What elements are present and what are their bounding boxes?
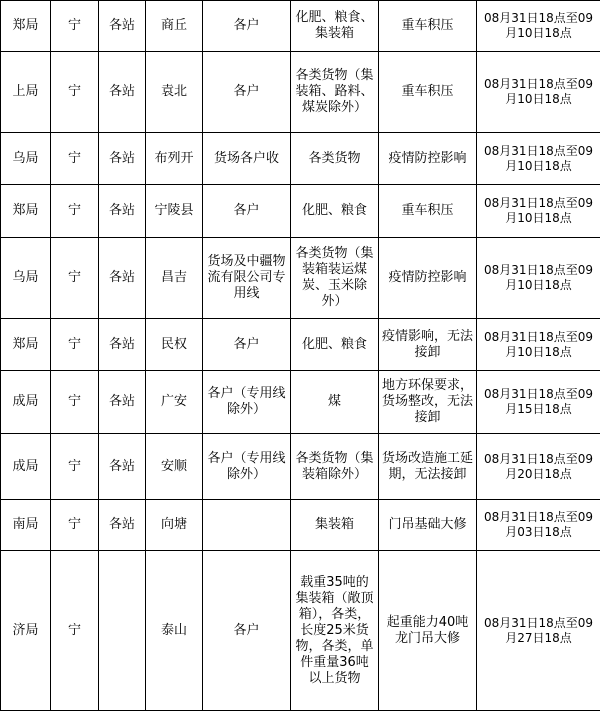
bureau-cell: 郑局 xyxy=(1,319,51,371)
province-cell: 宁 xyxy=(51,371,99,434)
location-cell: 布列开 xyxy=(146,133,203,185)
period-cell: 08月31日18点至09月10日18点 xyxy=(477,133,600,185)
consignee-cell: 各户 xyxy=(203,319,291,371)
goods-cell: 载重35吨的集装箱（敞顶箱），各类，长度25米货物，各类，单件重量36吨以上货物 xyxy=(291,551,379,711)
consignee-cell: 各户 xyxy=(203,551,291,711)
period-cell: 08月31日18点至09月10日18点 xyxy=(477,185,600,238)
province-cell: 宁 xyxy=(51,434,99,500)
station-cell: 各站 xyxy=(99,52,146,133)
location-cell: 向塘 xyxy=(146,500,203,551)
station-cell: 各站 xyxy=(99,319,146,371)
table-row xyxy=(1,371,600,434)
table-row xyxy=(1,1,600,52)
bureau-cell: 郑局 xyxy=(1,1,51,52)
bureau-cell: 成局 xyxy=(1,434,51,500)
table-row xyxy=(1,500,600,551)
location-cell: 泰山 xyxy=(146,551,203,711)
reason-cell: 重车积压 xyxy=(379,52,477,133)
bureau-cell: 济局 xyxy=(1,551,51,711)
goods-cell: 化肥、粮食、集装箱 xyxy=(291,1,379,52)
consignee-cell: 各户 xyxy=(203,52,291,133)
bureau-cell: 南局 xyxy=(1,500,51,551)
station-cell: 各站 xyxy=(99,133,146,185)
goods-cell: 集装箱 xyxy=(291,500,379,551)
period-cell: 08月31日18点至09月15日18点 xyxy=(477,371,600,434)
station-cell: 各站 xyxy=(99,185,146,238)
reason-cell: 疫情防控影响 xyxy=(379,133,477,185)
location-cell: 昌吉 xyxy=(146,238,203,319)
location-cell: 宁陵县 xyxy=(146,185,203,238)
reason-cell: 货场改造施工延期，无法接卸 xyxy=(379,434,477,500)
period-cell: 08月31日18点至09月10日18点 xyxy=(477,238,600,319)
location-cell: 民权 xyxy=(146,319,203,371)
table-row xyxy=(1,133,600,185)
reason-cell: 门吊基础大修 xyxy=(379,500,477,551)
province-cell: 宁 xyxy=(51,319,99,371)
reason-cell: 疫情防控影响 xyxy=(379,238,477,319)
province-cell: 宁 xyxy=(51,551,99,711)
province-cell: 宁 xyxy=(51,185,99,238)
location-cell: 广安 xyxy=(146,371,203,434)
location-cell: 安顺 xyxy=(146,434,203,500)
consignee-cell: 货场及中疆物流有限公司专用线 xyxy=(203,238,291,319)
table-row xyxy=(1,238,600,319)
table-row xyxy=(1,434,600,500)
bureau-cell: 郑局 xyxy=(1,185,51,238)
period-cell: 08月31日18点至09月20日18点 xyxy=(477,434,600,500)
table-row xyxy=(1,185,600,238)
goods-cell: 各类货物 xyxy=(291,133,379,185)
reason-cell: 疫情影响，无法接卸 xyxy=(379,319,477,371)
province-cell: 宁 xyxy=(51,1,99,52)
province-cell: 宁 xyxy=(51,133,99,185)
consignee-cell xyxy=(203,500,291,551)
location-cell: 袁北 xyxy=(146,52,203,133)
goods-cell: 化肥、粮食 xyxy=(291,185,379,238)
consignee-cell: 各户（专用线除外） xyxy=(203,371,291,434)
bureau-cell: 乌局 xyxy=(1,238,51,319)
bureau-cell: 乌局 xyxy=(1,133,51,185)
table-row xyxy=(1,52,600,133)
province-cell: 宁 xyxy=(51,238,99,319)
goods-cell: 各类货物（集装箱装运煤炭、玉米除外） xyxy=(291,238,379,319)
period-cell: 08月31日18点至09月10日18点 xyxy=(477,319,600,371)
table-row xyxy=(1,551,600,711)
station-cell xyxy=(99,551,146,711)
station-cell: 各站 xyxy=(99,1,146,52)
station-cell: 各站 xyxy=(99,434,146,500)
consignee-cell: 各户（专用线除外） xyxy=(203,434,291,500)
period-cell: 08月31日18点至09月27日18点 xyxy=(477,551,600,711)
period-cell: 08月31日18点至09月10日18点 xyxy=(477,52,600,133)
goods-cell: 煤 xyxy=(291,371,379,434)
bureau-cell: 上局 xyxy=(1,52,51,133)
period-cell: 08月31日18点至09月03日18点 xyxy=(477,500,600,551)
goods-cell: 各类货物（集装箱、路料、煤炭除外） xyxy=(291,52,379,133)
consignee-cell: 各户 xyxy=(203,1,291,52)
reason-cell: 重车积压 xyxy=(379,1,477,52)
consignee-cell: 货场各户收 xyxy=(203,133,291,185)
station-cell: 各站 xyxy=(99,238,146,319)
consignee-cell: 各户 xyxy=(203,185,291,238)
goods-cell: 化肥、粮食 xyxy=(291,319,379,371)
reason-cell: 起重能力40吨龙门吊大修 xyxy=(379,551,477,711)
province-cell: 宁 xyxy=(51,52,99,133)
location-cell: 商丘 xyxy=(146,1,203,52)
goods-cell: 各类货物（集装箱除外） xyxy=(291,434,379,500)
station-cell: 各站 xyxy=(99,371,146,434)
table-row xyxy=(1,319,600,371)
reason-cell: 重车积压 xyxy=(379,185,477,238)
bureau-cell: 成局 xyxy=(1,371,51,434)
reason-cell: 地方环保要求，货场整改，无法接卸 xyxy=(379,371,477,434)
station-cell: 各站 xyxy=(99,500,146,551)
period-cell: 08月31日18点至09月10日18点 xyxy=(477,1,600,52)
province-cell: 宁 xyxy=(51,500,99,551)
